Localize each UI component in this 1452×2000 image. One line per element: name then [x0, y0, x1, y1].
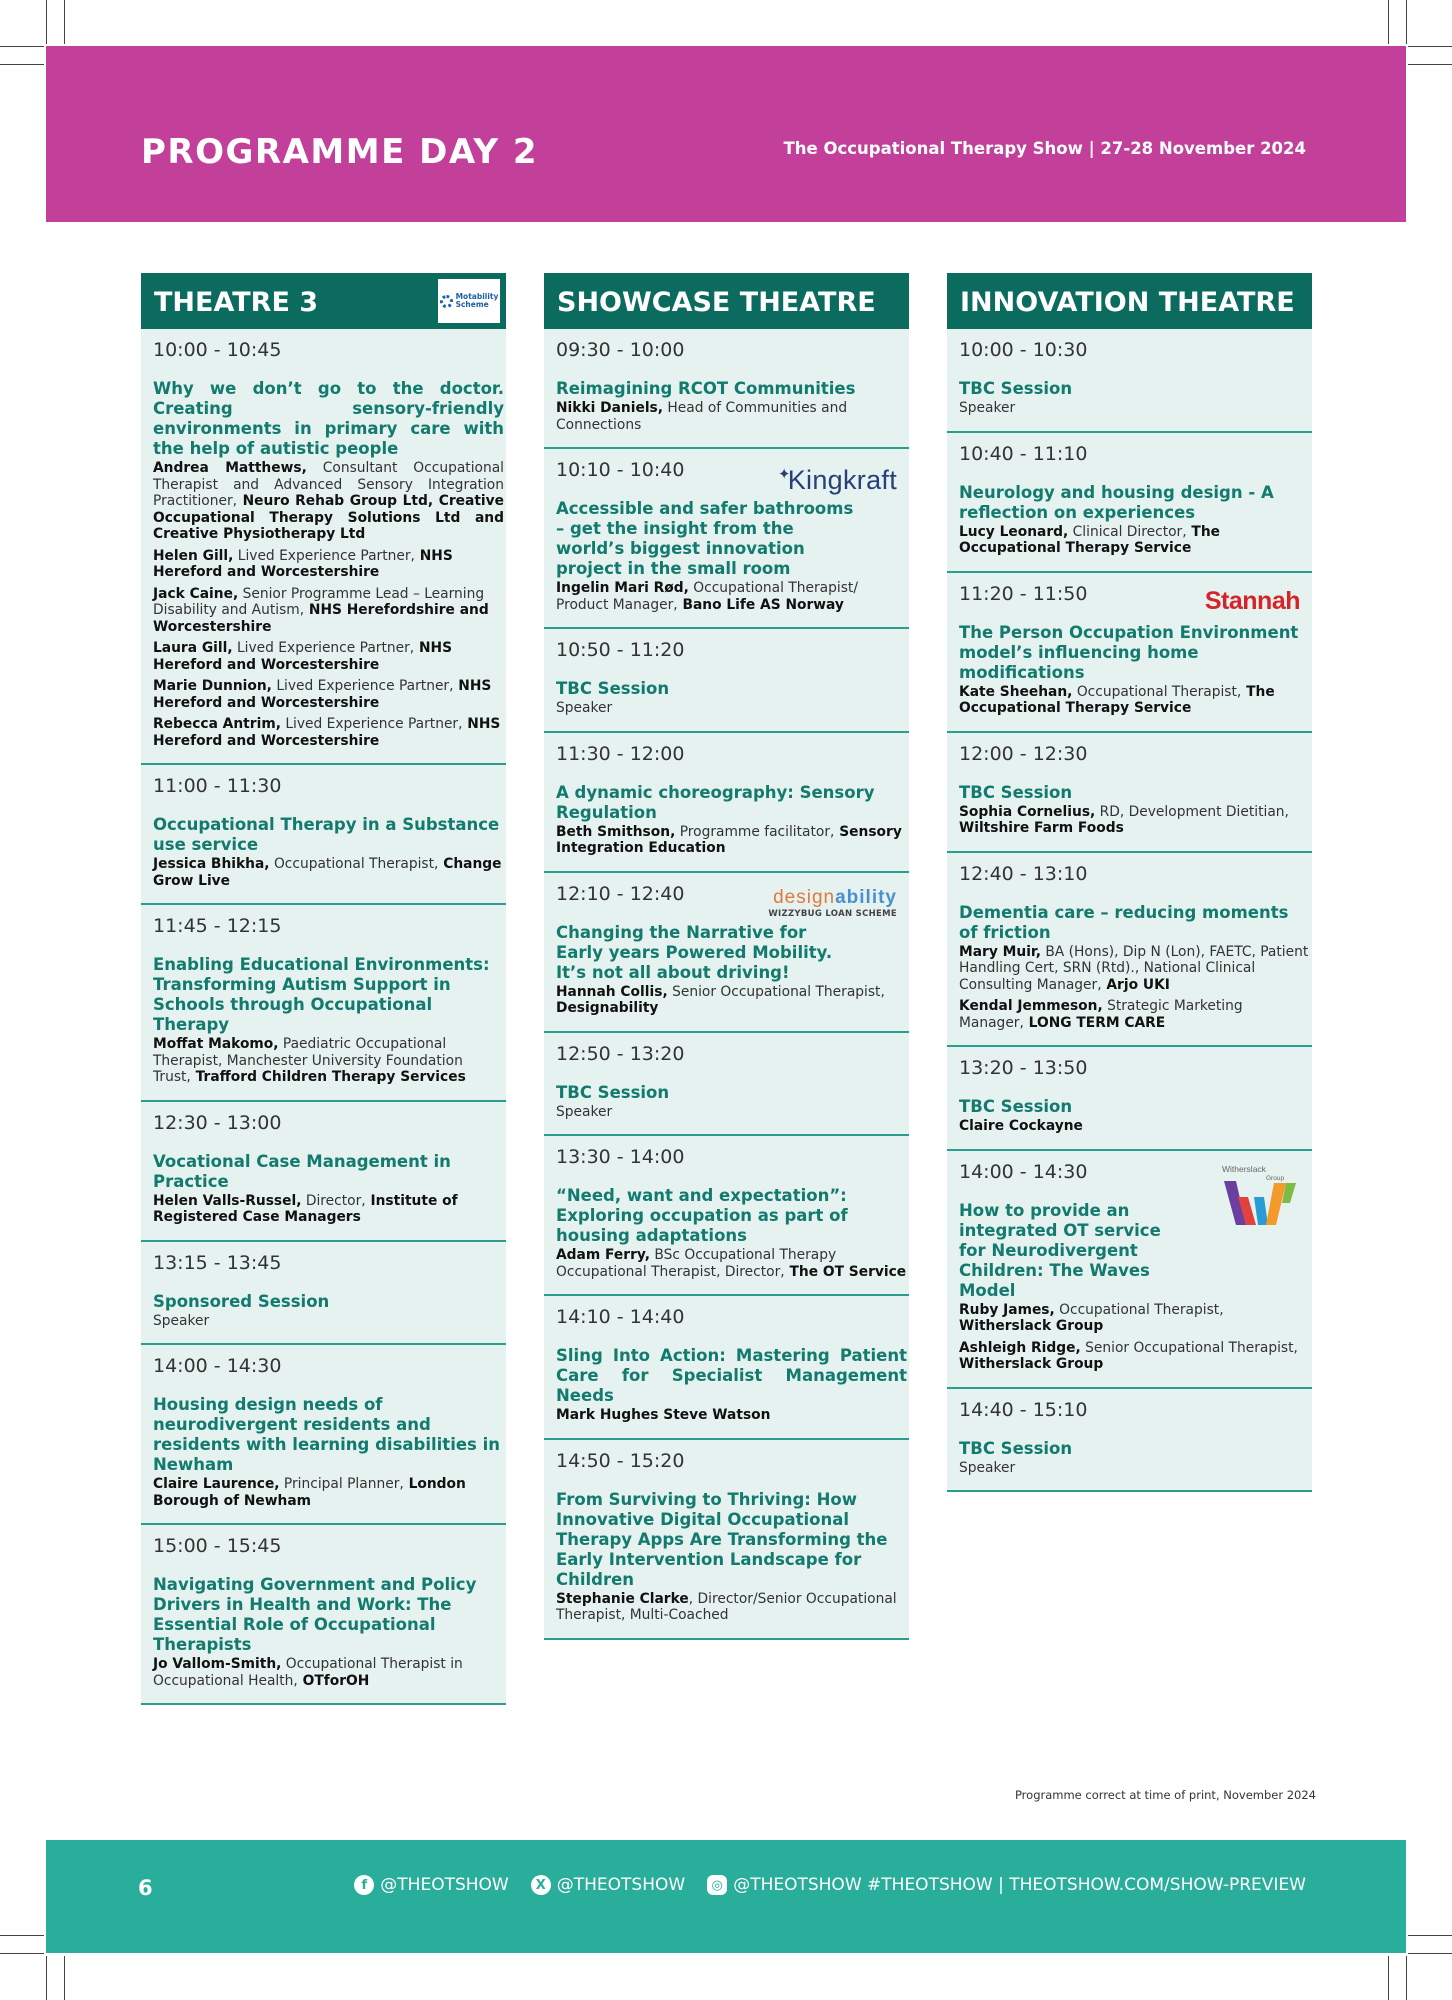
- speaker-role: BSc Occupational Therapy Occupational Therapist, Director,: [556, 1247, 837, 1280]
- speaker-name: Andrea Matthews,: [153, 460, 307, 476]
- speaker-line: [556, 1104, 907, 1121]
- session-title: TBC Session: [556, 679, 670, 698]
- session-title: Why we don’t go to the doctor. Creating sensory-friendly environments in primary care with the help of autistic people: [153, 379, 504, 458]
- speaker-line: [153, 548, 504, 581]
- session-block: [141, 1345, 506, 1525]
- speaker-name: Rebecca Antrim,: [153, 716, 281, 732]
- svg-text:Group: Group: [1266, 1174, 1285, 1182]
- session-title: Dementia care – reducing moments of friction: [959, 902, 1289, 942]
- crop-mark: [46, 1956, 47, 2000]
- session-title: Accessible and safer bathrooms – get the insight from the world’s biggest innovation project in the small room: [556, 499, 854, 578]
- speaker-name: Ingelin Mari Rød,: [556, 580, 689, 596]
- footer-band: [46, 1840, 1406, 1953]
- session-time: 11:30 - 12:00: [556, 742, 685, 765]
- speaker-organisation: The Occupational Therapy Service: [959, 523, 1221, 556]
- session-block: [141, 1242, 506, 1346]
- speaker-role: Principal Planner,: [279, 1476, 404, 1492]
- session-time: 13:20 - 13:50: [959, 1057, 1088, 1079]
- speaker-organisation: Witherslack Group: [959, 1318, 1104, 1334]
- page-number: 6: [138, 1876, 153, 1900]
- session-title: Occupational Therapy in a Substance use service: [153, 815, 500, 854]
- session-time: 14:10 - 14:40: [556, 1306, 685, 1328]
- crop-mark: [1408, 64, 1452, 65]
- crop-mark: [64, 0, 65, 44]
- speaker-name: Mary Muir,: [959, 943, 1041, 960]
- speaker-organisation: Neuro Rehab Group Ltd, Creative Occupational Therapy Solutions Ltd and Creative Physiotherapy Ltd: [153, 493, 504, 542]
- speaker-line: [959, 998, 1310, 1031]
- session-block: [947, 853, 1312, 1048]
- speaker-role: RD, Development Dietitian,: [1095, 803, 1289, 820]
- speaker-line: [153, 1036, 504, 1086]
- crop-mark: [0, 64, 44, 65]
- session-title: A dynamic choreography: Sensory Regulation: [556, 782, 875, 822]
- speaker-role: Occupational Therapist,: [269, 856, 439, 872]
- session-block: [141, 1102, 506, 1242]
- speaker-organisation: NHS Hereford and Worcestershire: [153, 640, 453, 673]
- speaker-role: Speaker: [959, 1459, 1016, 1476]
- session-time: 11:00 - 11:30: [153, 775, 282, 797]
- speaker-line: [959, 400, 1310, 417]
- kingkraft-star-icon: ✦: [777, 466, 791, 483]
- speaker-line: [556, 400, 907, 433]
- column-heading: [544, 273, 909, 329]
- speaker-line: [153, 640, 504, 673]
- session-title: Navigating Government and Policy Drivers in Health and Work: The Essential Role of Occupational Therapists: [153, 1575, 477, 1654]
- session-block: [141, 329, 506, 765]
- speaker-role: Senior Occupational Therapist,: [667, 983, 885, 1000]
- speaker-line: [153, 1656, 504, 1689]
- session-title: Housing design needs of neurodivergent residents and residents with learning disabilities in Newham: [153, 1395, 501, 1474]
- session-title: TBC Session: [556, 1082, 670, 1102]
- session-block: [947, 573, 1312, 733]
- speaker-role: Lived Experience Partner,: [233, 547, 415, 564]
- speaker-name: Laura Gill,: [153, 640, 233, 656]
- speaker-organisation: OTforOH: [297, 1672, 370, 1689]
- crop-mark: [1408, 1953, 1452, 1954]
- speaker-line: [556, 824, 907, 857]
- speaker-name: Adam Ferry,: [556, 1247, 651, 1263]
- speaker-organisation: Bano Life AS Norway: [677, 596, 844, 613]
- column-0: [141, 273, 506, 1705]
- instagram-icon[interactable]: ◎: [707, 1875, 727, 1895]
- kingkraft-logo: [778, 465, 897, 496]
- speaker-line: [556, 1247, 907, 1280]
- motability-ring-icon: [440, 295, 453, 308]
- designability-wordmark-b: ability: [835, 886, 897, 908]
- speaker-line: [959, 804, 1310, 837]
- speaker-line: [153, 586, 504, 636]
- show-title: The Occupational Therapy Show | 27-28 November 2024: [783, 139, 1306, 158]
- session-block: [947, 329, 1312, 433]
- speaker-organisation: LONG TERM CARE: [1023, 1014, 1166, 1031]
- session-time: 10:00 - 10:45: [153, 339, 282, 361]
- session-title: Reimagining RCOT Communities: [556, 379, 856, 398]
- speaker-line: [959, 1460, 1310, 1477]
- crop-mark: [1406, 0, 1407, 44]
- motability-logo: [438, 279, 500, 323]
- speaker-organisation: Sensory Integration Education: [556, 823, 902, 856]
- speaker-organisation: The Occupational Therapy Service: [959, 683, 1275, 716]
- speaker-line: [153, 678, 504, 711]
- session-block: [947, 1151, 1312, 1389]
- session-block: [544, 329, 909, 449]
- crop-mark: [1388, 0, 1389, 44]
- designability-tagline: WIZZYBUG LOAN SCHEME: [768, 908, 897, 919]
- speaker-role: Speaker: [959, 400, 1016, 416]
- session-title: Sponsored Session: [153, 1291, 330, 1311]
- session-time: 12:10 - 12:40: [556, 882, 685, 905]
- speaker-role: BA (Hons), Dip N (Lon), FAETC, Patient Handling Cert, SRN (Rtd)., National Clinical Consulting Manager,: [959, 943, 1309, 993]
- speaker-organisation: Wiltshire Farm Foods: [959, 820, 1124, 836]
- speaker-line: [959, 1340, 1310, 1373]
- witherslack-logo: [1220, 1163, 1300, 1229]
- speaker-line: [153, 1313, 504, 1330]
- speaker-line: [153, 1193, 504, 1226]
- speaker-line: [153, 856, 504, 889]
- session-time: 14:00 - 14:30: [153, 1355, 282, 1377]
- session-time: 12:00 - 12:30: [959, 742, 1088, 765]
- speaker-line: [556, 984, 907, 1017]
- speaker-line: [959, 1118, 1310, 1135]
- column-heading-text: INNOVATION THEATRE: [960, 287, 1295, 318]
- speaker-line: [153, 1476, 504, 1509]
- speaker-role: Consultant Occupational Therapist and Advanced Sensory Integration Practitioner,: [153, 460, 504, 509]
- column-heading: [947, 273, 1312, 329]
- speaker-line: [556, 580, 907, 613]
- facebook-handle[interactable]: @THEOTSHOW: [380, 1875, 509, 1895]
- speaker-line: [959, 524, 1310, 557]
- speaker-role: Speaker: [153, 1312, 210, 1329]
- session-time: 14:00 - 14:30: [959, 1160, 1088, 1183]
- speaker-organisation: Arjo UKI: [1101, 976, 1170, 993]
- speaker-organisation: Trafford Children Therapy Services: [190, 1069, 466, 1085]
- session-time: 12:50 - 13:20: [556, 1042, 685, 1065]
- stannah-logo: Stannah: [1204, 586, 1300, 615]
- session-time: 14:40 - 15:10: [959, 1398, 1088, 1421]
- crop-mark: [0, 1953, 44, 1954]
- witherslack-w-icon: [1220, 1163, 1300, 1229]
- speaker-name: Moffat Makomo,: [153, 1036, 279, 1052]
- session-time: 10:50 - 11:20: [556, 639, 685, 661]
- speaker-name: Stephanie Clarke: [556, 1590, 689, 1607]
- column-2: [947, 273, 1312, 1492]
- session-time: 11:20 - 11:50: [959, 582, 1088, 605]
- speaker-line: [959, 684, 1310, 717]
- crop-mark: [1408, 46, 1452, 47]
- page-title: PROGRAMME DAY 2: [141, 132, 539, 172]
- session-block: [544, 1136, 909, 1296]
- session-time: 13:30 - 14:00: [556, 1146, 685, 1168]
- session-time: 14:50 - 15:20: [556, 1449, 685, 1472]
- speaker-role: Occupational Therapist in Occupational Health,: [153, 1656, 463, 1689]
- svg-text:Witherslack: Witherslack: [1222, 1163, 1266, 1174]
- speaker-role: Director,: [301, 1192, 366, 1209]
- session-block: [544, 1296, 909, 1440]
- speaker-name: Ruby James,: [959, 1301, 1055, 1318]
- session-block: [544, 449, 909, 629]
- speaker-name: Kendal Jemmeson,: [959, 998, 1103, 1014]
- session-title: Neurology and housing design - A reflection on experiences: [959, 482, 1274, 522]
- motability-logo-text: Motability Scheme: [455, 292, 499, 309]
- speaker-line: [153, 460, 504, 543]
- print-note: Programme correct at time of print, November 2024: [1014, 1788, 1316, 1802]
- speaker-line: [153, 716, 504, 749]
- speaker-name: Helen Valls-Russel,: [153, 1192, 302, 1209]
- instagram-links[interactable]: @THEOTSHOW #THEOTSHOW | THEOTSHOW.COM/SHOW-PREVIEW: [733, 1875, 1306, 1895]
- speaker-role: Speaker: [556, 1103, 613, 1120]
- speaker-name: Sophia Cornelius,: [959, 803, 1096, 820]
- kingkraft-logo-text: Kingkraft: [787, 465, 897, 495]
- session-title: TBC Session: [959, 782, 1073, 802]
- crop-mark: [1408, 1935, 1452, 1936]
- column-heading: [141, 273, 506, 329]
- session-title: From Surviving to Thriving: How Innovative Digital Occupational Therapy Apps Are Transforming the Early Intervention Landscape for Children: [556, 1489, 888, 1589]
- crop-mark: [64, 1956, 65, 2000]
- speaker-role: Speaker: [556, 700, 613, 716]
- session-time: 10:40 - 11:10: [959, 442, 1088, 465]
- speaker-organisation: Institute of Registered Case Managers: [153, 1192, 458, 1225]
- session-title: Changing the Narrative for Early years Powered Mobility. It’s not all about driving!: [556, 922, 833, 982]
- speaker-line: [556, 1407, 907, 1424]
- speaker-name: Mark Hughes Steve Watson: [556, 1407, 771, 1423]
- session-title: TBC Session: [959, 1097, 1073, 1116]
- crop-mark: [1406, 1956, 1407, 2000]
- crop-mark: [0, 1935, 44, 1936]
- x-handle[interactable]: @THEOTSHOW: [556, 1875, 686, 1895]
- speaker-name: Beth Smithson,: [556, 823, 676, 840]
- session-block: [141, 765, 506, 905]
- session-time: 12:40 - 13:10: [959, 862, 1088, 885]
- session-block: [947, 733, 1312, 853]
- speaker-name: Kate Sheehan,: [959, 683, 1073, 700]
- speaker-role: Clinical Director,: [1068, 523, 1187, 540]
- speaker-role: Strategic Marketing Manager,: [959, 998, 1243, 1031]
- speaker-name: Claire Cockayne: [959, 1118, 1083, 1134]
- speaker-organisation: Witherslack Group: [959, 1356, 1104, 1372]
- designability-wordmark: [768, 887, 897, 909]
- session-block: [544, 873, 909, 1033]
- session-block: [141, 1525, 506, 1705]
- speaker-organisation: NHS Hereford and Worcestershire: [153, 547, 453, 580]
- speaker-name: Claire Laurence,: [153, 1476, 280, 1492]
- session-block: [544, 733, 909, 873]
- session-title: TBC Session: [959, 1438, 1073, 1458]
- session-block: [141, 905, 506, 1102]
- session-block: [947, 1389, 1312, 1493]
- speaker-line: [959, 944, 1310, 994]
- session-title: The Person Occupation Environment model’s influencing home modifications: [959, 622, 1299, 682]
- speaker-organisation: NHS Herefordshire and Worcestershire: [153, 602, 489, 635]
- speaker-role: Programme facilitator,: [675, 823, 835, 840]
- speaker-name: Lucy Leonard,: [959, 523, 1069, 540]
- session-block: [544, 1440, 909, 1640]
- speaker-line: [556, 1591, 907, 1624]
- session-title: “Need, want and expectation”: Exploring occupation as part of housing adaptations: [556, 1186, 848, 1245]
- session-time: 12:30 - 13:00: [153, 1111, 282, 1134]
- speaker-name: Marie Dunnion,: [153, 678, 272, 694]
- x-icon[interactable]: X: [531, 1875, 551, 1895]
- session-title: TBC Session: [959, 379, 1073, 398]
- session-time: 10:00 - 10:30: [959, 339, 1088, 361]
- session-title: How to provide an integrated OT service for Neurodivergent Children: The Waves Model: [959, 1200, 1161, 1300]
- speaker-name: Jessica Bhikha,: [153, 856, 270, 872]
- speaker-line: [556, 700, 907, 717]
- speaker-role: Paediatric Occupational Therapist, Manchester University Foundation Trust,: [153, 1036, 463, 1085]
- session-time: 09:30 - 10:00: [556, 339, 685, 361]
- session-title: Vocational Case Management in Practice: [153, 1151, 451, 1191]
- crop-mark: [0, 46, 44, 47]
- session-block: [544, 1033, 909, 1137]
- speaker-name: Helen Gill,: [153, 547, 234, 564]
- speaker-organisation: NHS Hereford and Worcestershire: [153, 716, 501, 749]
- column-1: [544, 273, 909, 1640]
- session-time: 10:10 - 10:40: [556, 459, 685, 481]
- speaker-organisation: London Borough of Newham: [153, 1476, 466, 1509]
- session-block: [947, 433, 1312, 573]
- session-block: [947, 1047, 1312, 1151]
- speaker-name: Ashleigh Ridge,: [959, 1339, 1081, 1356]
- session-block: [544, 629, 909, 733]
- speaker-role: Senior Occupational Therapist,: [1080, 1339, 1298, 1356]
- speaker-role: Occupational Therapist,: [1054, 1301, 1224, 1318]
- session-time: 11:45 - 12:15: [153, 915, 282, 937]
- speaker-role: Lived Experience Partner,: [280, 716, 463, 732]
- social-links: [354, 1875, 1306, 1895]
- speaker-name: Hannah Collis,: [556, 983, 668, 1000]
- session-time: 13:15 - 13:45: [153, 1251, 282, 1274]
- session-time: 15:00 - 15:45: [153, 1535, 282, 1557]
- speaker-name: Nikki Daniels,: [556, 400, 664, 416]
- speaker-role: Head of Communities and Connections: [556, 400, 848, 433]
- column-heading-text: THEATRE 3: [154, 287, 319, 318]
- facebook-icon[interactable]: f: [354, 1875, 374, 1895]
- speaker-role: Senior Programme Lead – Learning Disability and Autism,: [153, 585, 485, 618]
- session-title: Enabling Educational Environments: Transforming Autism Support in Schools through Occupational Therapy: [153, 955, 490, 1034]
- designability-logo: [768, 887, 897, 919]
- session-title: Sling Into Action: Mastering Patient Care for Specialist Management Needs: [556, 1346, 907, 1405]
- speaker-line: [959, 1302, 1310, 1335]
- speaker-role: Lived Experience Partner,: [271, 678, 454, 694]
- crop-mark: [1388, 1956, 1389, 2000]
- speaker-organisation: Change Grow Live: [153, 856, 502, 889]
- speaker-name: Jo Vallom-Smith,: [153, 1656, 282, 1672]
- speaker-role: Lived Experience Partner,: [232, 640, 415, 656]
- crop-mark: [46, 0, 47, 44]
- speaker-name: Jack Caine,: [153, 585, 239, 602]
- designability-wordmark-a: design: [773, 886, 836, 908]
- speaker-organisation: NHS Hereford and Worcestershire: [153, 678, 492, 711]
- speaker-role: , Director/Senior Occupational Therapist, Multi-Coached: [556, 1590, 897, 1623]
- speaker-organisation: The OT Service: [784, 1263, 907, 1280]
- speaker-organisation: Designability: [556, 1000, 659, 1016]
- column-heading-text: SHOWCASE THEATRE: [557, 287, 876, 318]
- speaker-role: Occupational Therapist,: [1072, 683, 1242, 700]
- speaker-role: Occupational Therapist/ Product Manager,: [556, 580, 858, 613]
